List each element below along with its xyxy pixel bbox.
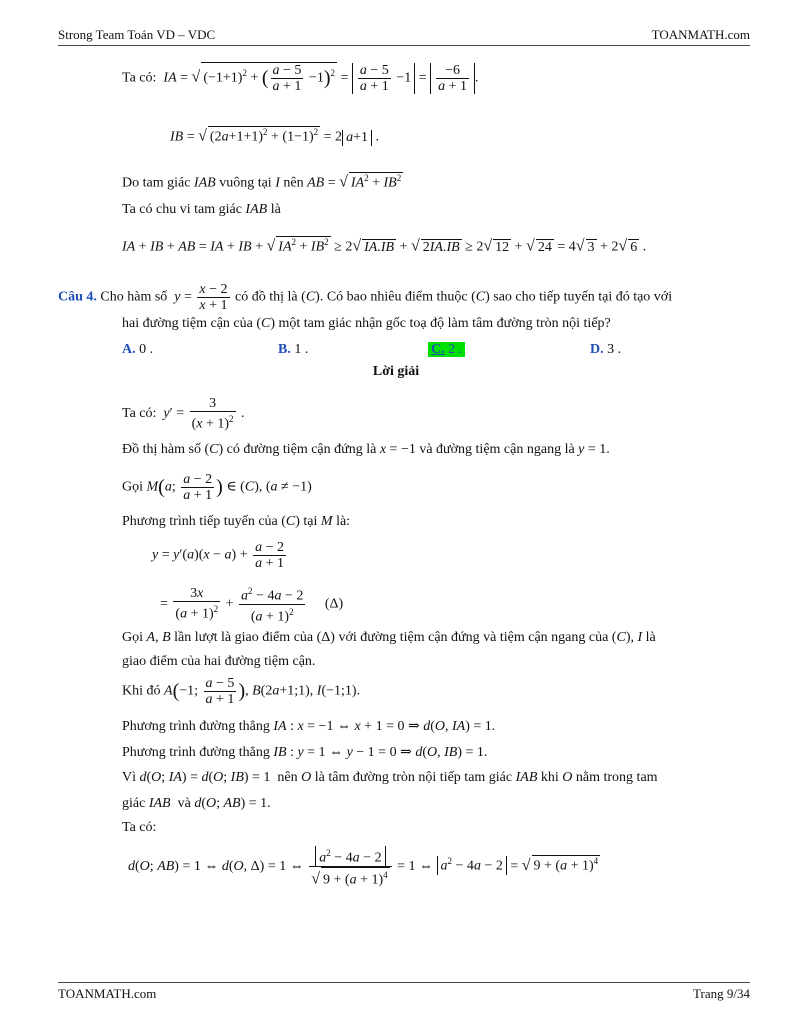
point-m: Gọi M(a; $\frac{a - 2}{a + 1}$ ) ∈ (C), (a ≠ −1) — [122, 472, 312, 503]
ib-equation: Phương trình đường thẳng IB : y = 1 ⇔ y − 1 = 0 ⇒ d(O, IB) = 1. — [122, 745, 488, 760]
question-label: Câu 4. — [58, 289, 97, 305]
solution-title: Lời giải — [372, 364, 420, 379]
derivative: Ta có: y′ = $\frac{3}{(x + 1)^2}$ . — [122, 396, 245, 432]
derivative-label: Ta có: — [122, 406, 157, 422]
ia-equation: Phương trình đường thẳng IA : x = −1 ⇔ x + 1 = 0 ⇒ d(O, IA) = 1. — [122, 719, 496, 734]
incenter-line2: giác IAB và d(O; AB) = 1. — [122, 796, 271, 811]
intersections-line1: Gọi A, B lần lượt là giao điểm của (Δ) với đường tiệm cận đứng và tiệm cận ngang của (C), I là — [122, 630, 656, 645]
intersections-line2: giao điểm của hai đường tiệm cận. — [122, 654, 316, 669]
ia-formula: Ta có: IA = √ $(-1+1)^2$ + ( $\frac{a - 5}{a + 1}$ −1)$^2$ = $\frac{a - 5}{a + 1}$ −1 = $\frac{-6}{a + 1}$ . — [122, 63, 479, 94]
option-a-label: A. — [122, 342, 136, 357]
final-equation: d(O; AB) = 1 ⇔ d(O, Δ) = 1 ⇔ $\frac{a^2 - 4a - 2}{√ 9 + (a + 1)^4}$ = 1 ⇔ $a^2 - 4a - 2$ = √ $9 + (a + 1)^4$ — [128, 848, 599, 888]
option-a-value: 0 . — [139, 342, 154, 357]
option-d — [590, 342, 621, 358]
header-site: TOANMATH.com — [651, 27, 750, 42]
incenter-line1: Vì d(O; IA) = d(O; IB) = 1 nên O là tâm đường tròn nội tiếp tam giác IAB khi O nằm trong tam — [122, 770, 658, 785]
option-b-value: 1 . — [294, 342, 309, 357]
footer-site: TOANMATH.com — [58, 986, 157, 1001]
tangent-line1: y = y′(a)(x − a) + $\frac{a - 2}{a + 1}$ — [152, 540, 284, 571]
ib-formula: IB = √ $(2a+1+1)^2 + (1-1)^2 = 2$ a+1 . — [170, 127, 379, 145]
page-header — [58, 27, 750, 46]
page-footer — [58, 982, 750, 1003]
ta-co-label: Ta có: — [122, 70, 157, 86]
header-team: Strong Team Toán VD – VDC — [58, 27, 216, 42]
tangent-line2: = $\frac{3x}{(a + 1)^2}$ + $\frac{a^2 - 4a - 2}{(a + 1)^2}$ (Δ) — [160, 586, 344, 625]
option-c-label: C. — [431, 342, 445, 357]
perimeter-formula: IA + IB + AB = IA + IB + √ $IA^2 + IB^2 \ge 2√$ IA.IB + √ 2IA.IB ≥ 2√ 12 + √ 24 = 4√ 3 + 2√ 6 . — [122, 237, 647, 255]
perimeter-intro: Ta có chu vi tam giác IAB là — [122, 202, 281, 217]
asymptote-text: Đồ thị hàm số (C) có đường tiệm cận đứng là x = −1 và đường tiệm cận ngang là y = 1. — [122, 442, 610, 457]
option-d-value: 3 . — [607, 342, 622, 357]
ta-co-2: Ta có: — [122, 820, 157, 835]
right-angle-text: Do tam giác IAB vuông tại I nên AB = √ $IA^2 + IB^2$ — [122, 173, 402, 191]
question-line2: hai đường tiệm cận của (C) một tam giác nhận gốc toạ độ làm tâm đường tròn nội tiếp? — [122, 316, 611, 331]
option-c-value: 2 . — [448, 342, 463, 357]
points-line: Khi đó A(−1; $\frac{a - 5}{a + 1}$ ), B(2a+1;1), I(−1;1). — [122, 676, 361, 707]
question-4: Câu 4. Cho hàm số y = $\frac{x - 2}{x + 1}$ có đồ thị là (C). Có bao nhiêu điểm thuộc (C) sao cho tiếp tuyến tại đó tạo với — [58, 282, 673, 313]
option-c — [428, 342, 465, 358]
page-number: Trang 9/34 — [693, 986, 750, 1001]
option-d-label: D. — [590, 342, 604, 357]
option-b-label: B. — [278, 342, 291, 357]
tangent-intro: Phương trình tiếp tuyến của (C) tại M là: — [122, 514, 351, 529]
option-a — [122, 342, 153, 358]
option-b — [278, 342, 308, 358]
